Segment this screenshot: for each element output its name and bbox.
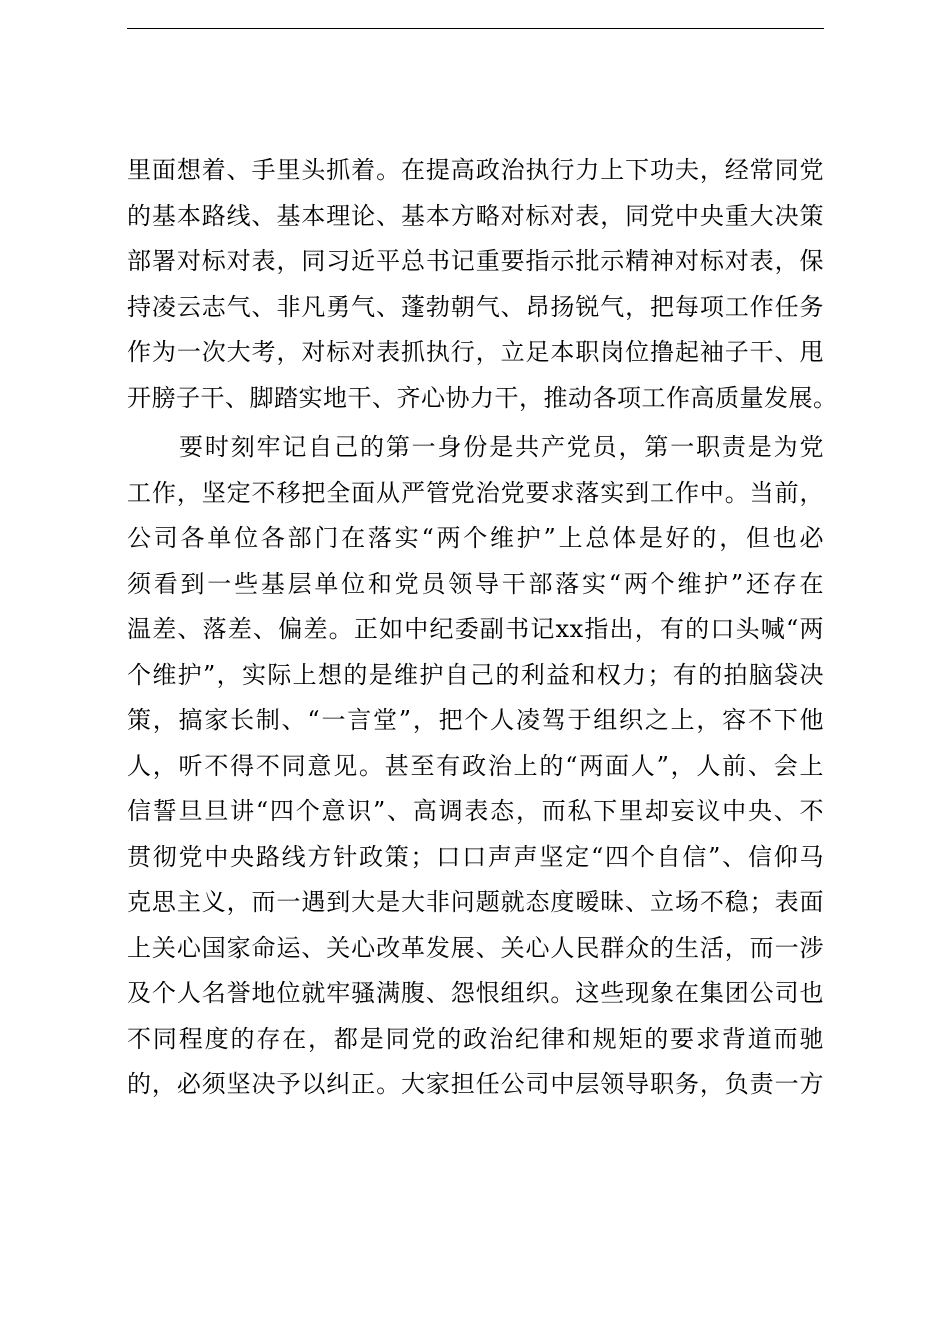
text-line: 公司各单位各部门在落实“两个维护”上总体是好的，但也必 bbox=[127, 524, 824, 552]
text-line: 里面想着、手里头抓着。在提高政治执行力上下功夫，经常同党 bbox=[127, 156, 824, 184]
text-line: 不同程度的存在，都是同党的政治纪律和规矩的要求背道而驰 bbox=[127, 1024, 824, 1053]
text-line: 策，搞家长制、“一言堂”，把个人凌驾于组织之上，容不下他 bbox=[127, 706, 824, 734]
text-line: 及个人名誉地位就牢骚满腹、怨恨组织。这些现象在集团公司也 bbox=[127, 979, 824, 1007]
text-line: 工作，坚定不移把全面从严管党治党要求落实到工作中。当前， bbox=[127, 478, 824, 507]
text-line: 的基本路线、基本理论、基本方略对标对表，同党中央重大决策 bbox=[127, 201, 824, 230]
text-line: 要时刻牢记自己的第一身份是共产党员，第一职责是为党 bbox=[179, 433, 824, 461]
text-line: 信誓旦旦讲“四个意识”、高调表态，而私下里却妄议中央、不 bbox=[127, 797, 824, 825]
document-body bbox=[127, 148, 838, 1108]
text-line: 开膀子干、脚踏实地干、齐心协力干，推动各项工作高质量发展。 bbox=[127, 383, 838, 412]
text-line: 部署对标对表，同习近平总书记重要指示批示精神对标对表，保 bbox=[127, 247, 824, 275]
paragraph-1 bbox=[127, 148, 838, 421]
text-line: 人，听不得不同意见。甚至有政治上的“两面人”，人前、会上 bbox=[127, 751, 824, 780]
text-line: 克思主义，而一遇到大是大非问题就态度暧昧、立场不稳；表面 bbox=[127, 888, 824, 916]
text-line: 须看到一些基层单位和党员领导干部落实“两个维护”还存在 bbox=[127, 569, 824, 598]
text-line: 温差、落差、偏差。正如中纪委副书记xx指出，有的口头喊“两 bbox=[127, 615, 824, 643]
text-line: 上关心国家命运、关心改革发展、关心人民群众的生活，而一涉 bbox=[127, 933, 824, 962]
text-line: 作为一次大考，对标对表抓执行，立足本职岗位撸起袖子干、甩 bbox=[127, 338, 824, 366]
text-line: 个维护”，实际上想的是维护自己的利益和权力；有的拍脑袋决 bbox=[127, 660, 824, 689]
header-rule bbox=[127, 28, 824, 29]
paragraph-2 bbox=[127, 425, 824, 1108]
text-line: 贯彻党中央路线方针政策；口口声声坚定“四个自信”、信仰马 bbox=[127, 842, 824, 871]
text-line: 的，必须坚决予以纠正。大家担任公司中层领导职务，负责一方 bbox=[127, 1070, 824, 1098]
text-line: 持凌云志气、非凡勇气、蓬勃朝气、昂扬锐气，把每项工作任务 bbox=[127, 292, 824, 321]
